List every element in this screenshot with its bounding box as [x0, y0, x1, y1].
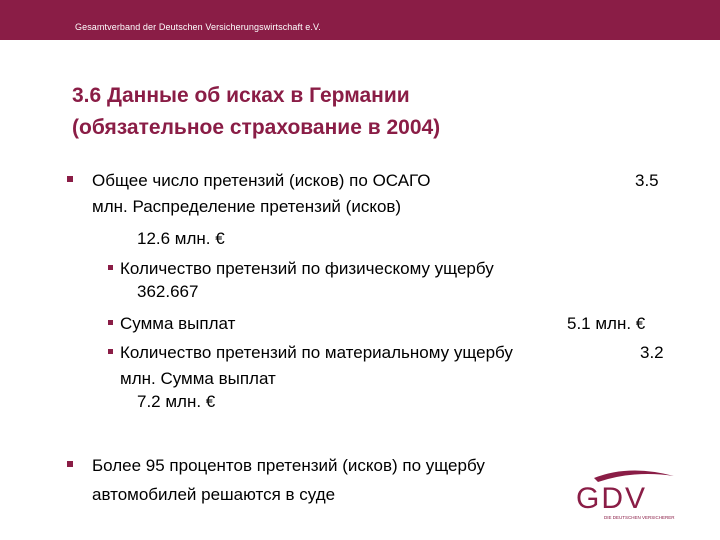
sub-bullet-square-icon	[108, 320, 113, 325]
bullet-1-value: 3.5	[635, 171, 659, 190]
logo-text: GDV	[576, 482, 648, 515]
slide-title-line2: (обязательное страхование в 2004)	[72, 116, 441, 139]
organization-name: Gesamtverband der Deutschen Versicherungswirtschaft e.V.	[75, 22, 321, 32]
bullet-2-text-line2: автомобилей решаются в суде	[92, 485, 336, 504]
bullet-1-text-line3: 12.6 млн. €	[137, 229, 225, 248]
slide-title-line1: 3.6 Данные об исках в Германии	[72, 84, 410, 107]
bullet-square-icon	[67, 461, 73, 467]
bullet-1-text: Общее число претензий (исков) по ОСАГО	[92, 171, 431, 190]
sub-bullet-square-icon	[108, 265, 113, 270]
bullet-2-text: Более 95 процентов претензий (исков) по ущербу	[92, 456, 485, 475]
sub-bullet-square-icon	[108, 349, 113, 354]
gdv-logo	[574, 462, 694, 524]
logo-swoosh-icon	[594, 470, 674, 482]
sub-bullet-3-text-line3: 7.2 млн. €	[137, 392, 216, 411]
sub-bullet-3-value: 3.2	[640, 343, 664, 362]
bullet-1-text-line2: млн. Распределение претензий (исков)	[92, 197, 402, 216]
sub-bullet-2-text: Сумма выплат	[120, 314, 236, 333]
sub-bullet-3-text: Количество претензий по материальному ущербу	[120, 343, 513, 362]
sub-bullet-3-text-line2: млн. Сумма выплат	[120, 369, 276, 388]
sub-bullet-2-value: 5.1 млн. €	[567, 314, 646, 333]
bullet-square-icon	[67, 176, 73, 182]
sub-bullet-1-text: Количество претензий по физическому ущербу	[120, 259, 494, 278]
header-bar	[0, 0, 720, 40]
slide-title	[72, 80, 440, 144]
sub-bullet-1-value: 362.667	[137, 282, 199, 301]
logo-tagline: DIE DEUTSCHEN VERSICHERER	[604, 515, 675, 520]
